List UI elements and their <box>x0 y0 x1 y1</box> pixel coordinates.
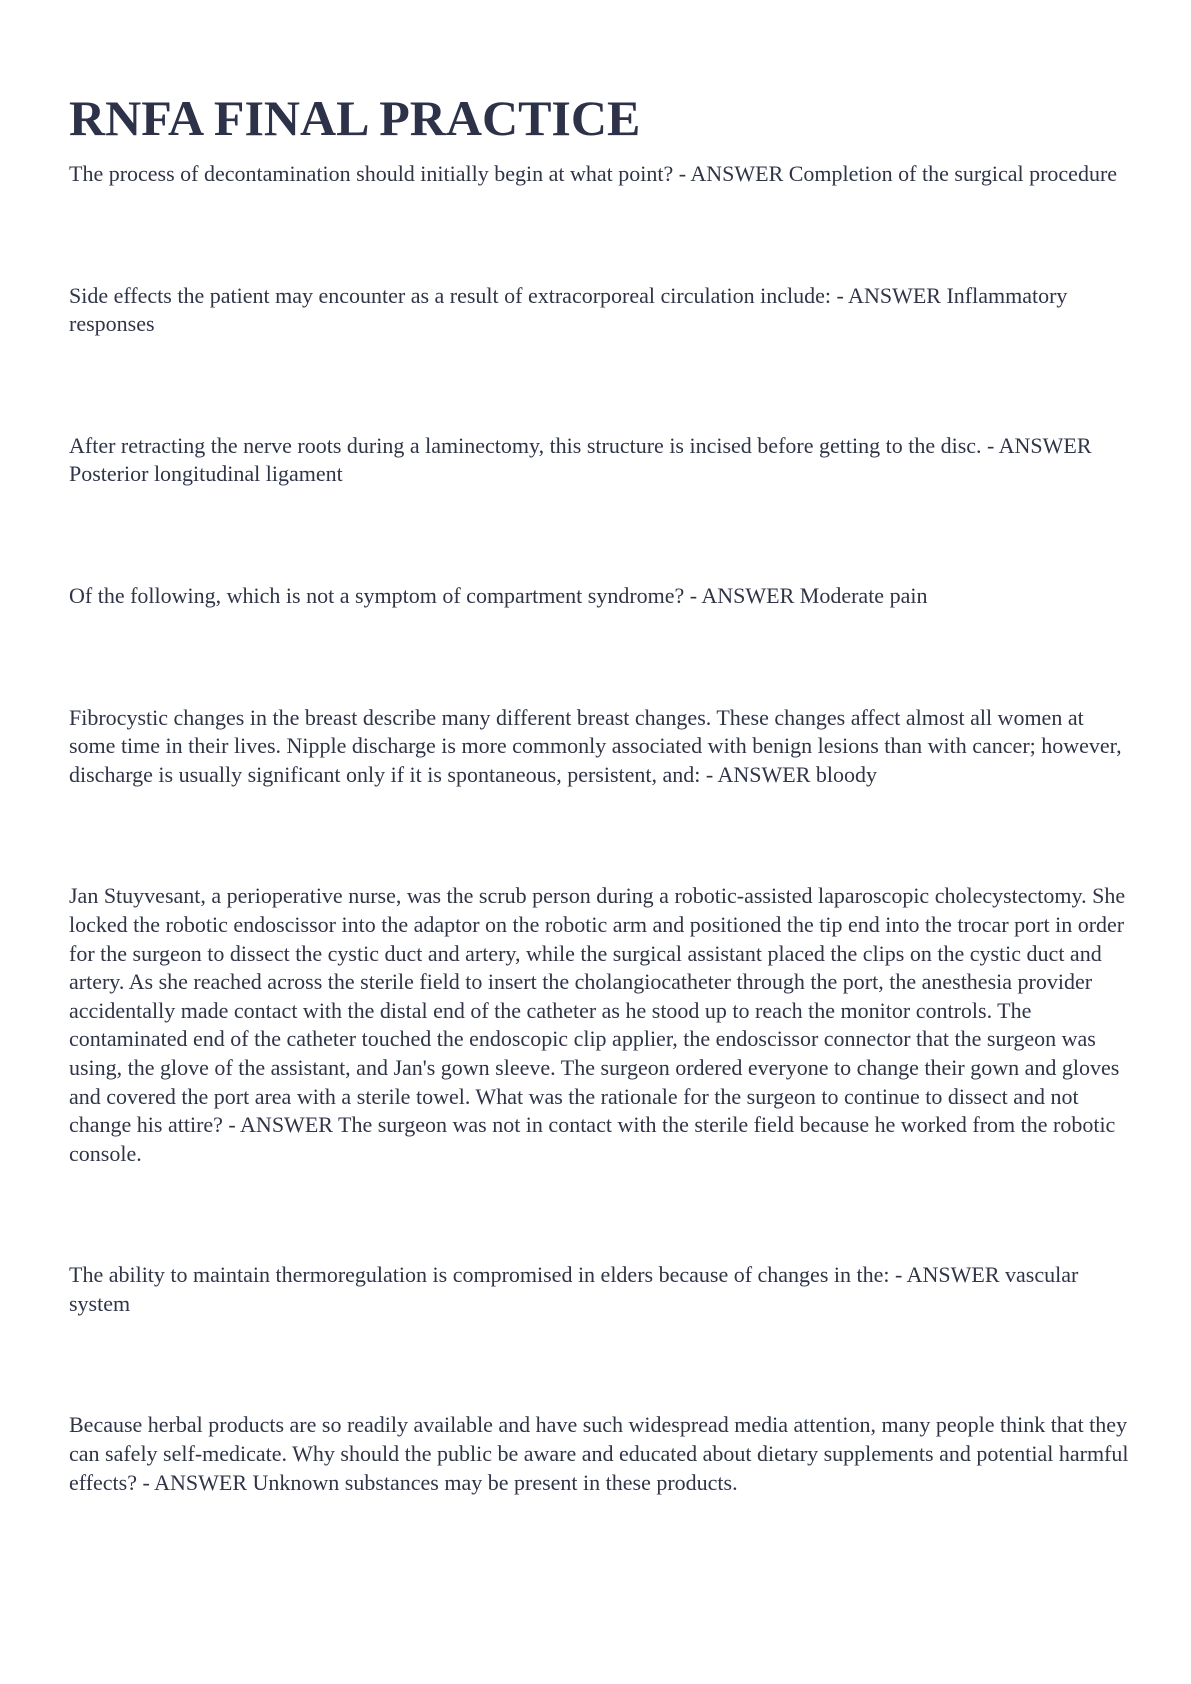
qa-item-3: After retracting the nerve roots during a laminectomy, this structure is incised before getting to the disc. - ANSWER Posterior longitudinal ligament <box>69 432 1092 487</box>
qa-item-6: Jan Stuyvesant, a perioperative nurse, was the scrub person during a robotic-assisted laparoscopic cholecystectomy. She locked the robotic endoscissor into the adaptor on the robotic arm and positioned the tip end into the trocar port in order for the surgeon to dissect the cystic duct and artery, while the surgical assistant placed the clips on the cystic duct and artery. As she reached across the sterile field to insert the cholangiocatheter through the port, the anesthesia provider accidentally made contact with the distal end of the catheter as he stood up to reach the monitor controls. The contaminated end of the catheter touched the endoscopic clip applier, the endoscissor connector that the surgeon was using, the glove of the assistant, and Jan's gown sleeve. The surgeon ordered everyone to change their gown and gloves and covered the port area with a sterile towel. What was the rationale for the surgeon to continue to dissect and not change his attire? - ANSWER The surgeon was not in contact with the sterile field because he worked from the robotic console. <box>69 883 1126 1166</box>
qa-item-7: The ability to maintain thermoregulation is compromised in elders because of changes in the: - ANSWER vascular system <box>69 1262 1079 1316</box>
document-page <box>69 88 1129 1590</box>
qa-item-2: Side effects the patient may encounter as a result of extracorporeal circulation include: - ANSWER Inflammatory responses <box>69 282 1068 337</box>
qa-item-4: Of the following, which is not a symptom of compartment syndrome? - ANSWER Moderate pain <box>69 582 928 608</box>
qa-item-5: Fibrocystic changes in the breast describe many different breast changes. These changes affect almost all women at some time in their lives. Nipple discharge is more commonly associated with benign lesions than with cancer; however, discharge is usually significant only if it is spontaneous, persistent, and: - ANSWER bloody <box>69 704 1122 787</box>
qa-item-1: The process of decontamination should initially begin at what point? - ANSWER Completion of the surgical procedure <box>69 161 1118 186</box>
qa-item-8: Because herbal products are so readily available and have such widespread media attention, many people think that they can safely self-medicate. Why should the public be aware and educated about dietary supplements and potential harmful effects? - ANSWER Unknown substances may be present in these products. <box>69 1412 1129 1495</box>
qa-list <box>69 160 1129 1497</box>
document-title: RNFA FINAL PRACTICE <box>69 90 641 146</box>
